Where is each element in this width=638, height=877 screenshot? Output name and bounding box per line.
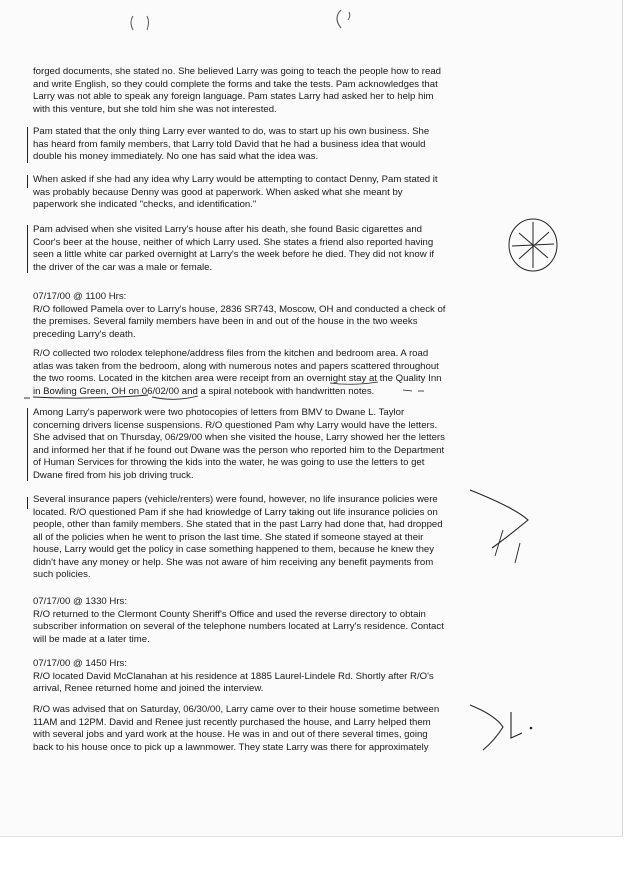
paragraph-1450-hrs: 07/17/00 @ 1450 Hrs: R/O located David McClanahan at his residence at 1885 Laurel-Lindele Rd. Shortly after R/O's arrival, Renee returned home and joined the interview. bbox=[33, 658, 434, 695]
chevron-mark-3 bbox=[515, 543, 520, 563]
margin-bracket-3 bbox=[27, 225, 31, 273]
initial-dot bbox=[530, 727, 533, 730]
paragraph-cigarettes-beer: Pam advised when she visited Larry's house after his death, she found Basic cigarettes and Coor's beer at the house, neither of which Larry used. She states a friend also reported having seen a little white car parked overnight at Larry's the week before he died. They did not know if the driver of the car was a male or female. bbox=[33, 224, 435, 273]
chevron-mark-1 bbox=[470, 490, 528, 548]
paragraph-insurance: Several insurance papers (vehicle/renters) were found, however, no life insurance policies were located. R/O questioned Pam if she had knowledge of Larry taking out life insurance policies on people, other than family members. She stated that in the past Larry had done that, had dropped all of the policies when he went to prison the last time. She stated if someone stayed at their house, Larry would get the policy in case something happened to them, because he knew they didn't have any money or help. She was not aware of him receiving any benefit payments from such policies. bbox=[33, 494, 443, 581]
paragraph-rolodex: R/O collected two rolodex telephone/address files from the kitchen and bedroom area. A road atlas was taken from the bedroom, along with numerous notes and papers scattered throughout the two rooms. Located in the kitchen area were receipt from an overnight stay at the Quality Inn in Bowling Green, OH on 06/02/00 and a spiral notebook with handwritten notes. bbox=[33, 348, 442, 397]
initial-mark bbox=[511, 712, 522, 738]
margin-bracket-2 bbox=[27, 175, 31, 188]
paragraph-business-idea: Pam stated that the only thing Larry ever wanted to do, was to start up his own business. She has heard from family members, that Larry told David that he had a business idea that would double his money immediately. No one has said what the idea was. bbox=[33, 126, 430, 163]
punch-hole-left bbox=[131, 16, 133, 30]
margin-bracket-4 bbox=[27, 408, 31, 481]
paragraph-1330-hrs: 07/17/00 @ 1330 Hrs: R/O returned to the Clermont County Sheriff's Office and used the reverse directory to obtain subscriber information on several of the telephone numbers located at Larry's residence. Contact will be made at a later time. bbox=[33, 596, 444, 645]
star-doodle bbox=[509, 219, 557, 271]
punch-hole-right bbox=[337, 10, 341, 28]
paragraph-saturday-visit: R/O was advised that on Saturday, 06/30/00, Larry came over to their house sometime between 11AM and 12PM. David and Renee just recently purchased the house, and Larry helped them with several jobs and yard work at the house. He was in and out of there several times, going back to his house once to pick up a lawnmower. They state Larry was there for approximately bbox=[33, 704, 440, 753]
punch-hole-right-b bbox=[348, 12, 350, 20]
paragraph-bmv-letters: Among Larry's paperwork were two photocopies of letters from BMV to Dwane L. Taylor concerning drivers license suspensions. R/O questioned Pam why Larry would have the letters. She advised that on Thursday, 06/29/00 when she visited the house, Larry showed her the letters and informed her that if he found out Dwane was the person who reported him to the Department of Human Services for throwing the kids into the water, he was going to use the letters to get Dwane fired from his job driving truck. bbox=[33, 407, 445, 481]
paragraph-contact-denny: When asked if she had any idea why Larry would be attempting to contact Denny, Pam stated it was probably because Denny was good at paperwork. When asked what she meant by paperwork she indicated "checks, and identification." bbox=[33, 174, 438, 211]
punch-hole-left-b bbox=[147, 16, 149, 30]
margin-bracket-5 bbox=[27, 497, 31, 509]
paragraph-forged-documents: forged documents, she stated no. She believed Larry was going to teach the people how to read and write English, so they could complete the forms and take the tests. Pam acknowledges that Larry was not able to speak any foreign language. Pam states Larry had asked her to help him with this venture, but she told him she was not interested. bbox=[33, 66, 442, 115]
margin-bracket-1 bbox=[27, 127, 31, 163]
paragraph-1100-hrs: 07/17/00 @ 1100 Hrs: R/O followed Pamela over to Larry's house, 2836 SR743, Moscow, OH and conducted a check of the premises. Several family members have been in and out of the house in the two weeks preceding Larry's death. bbox=[33, 291, 446, 340]
chevron-mark-2 bbox=[495, 530, 503, 556]
